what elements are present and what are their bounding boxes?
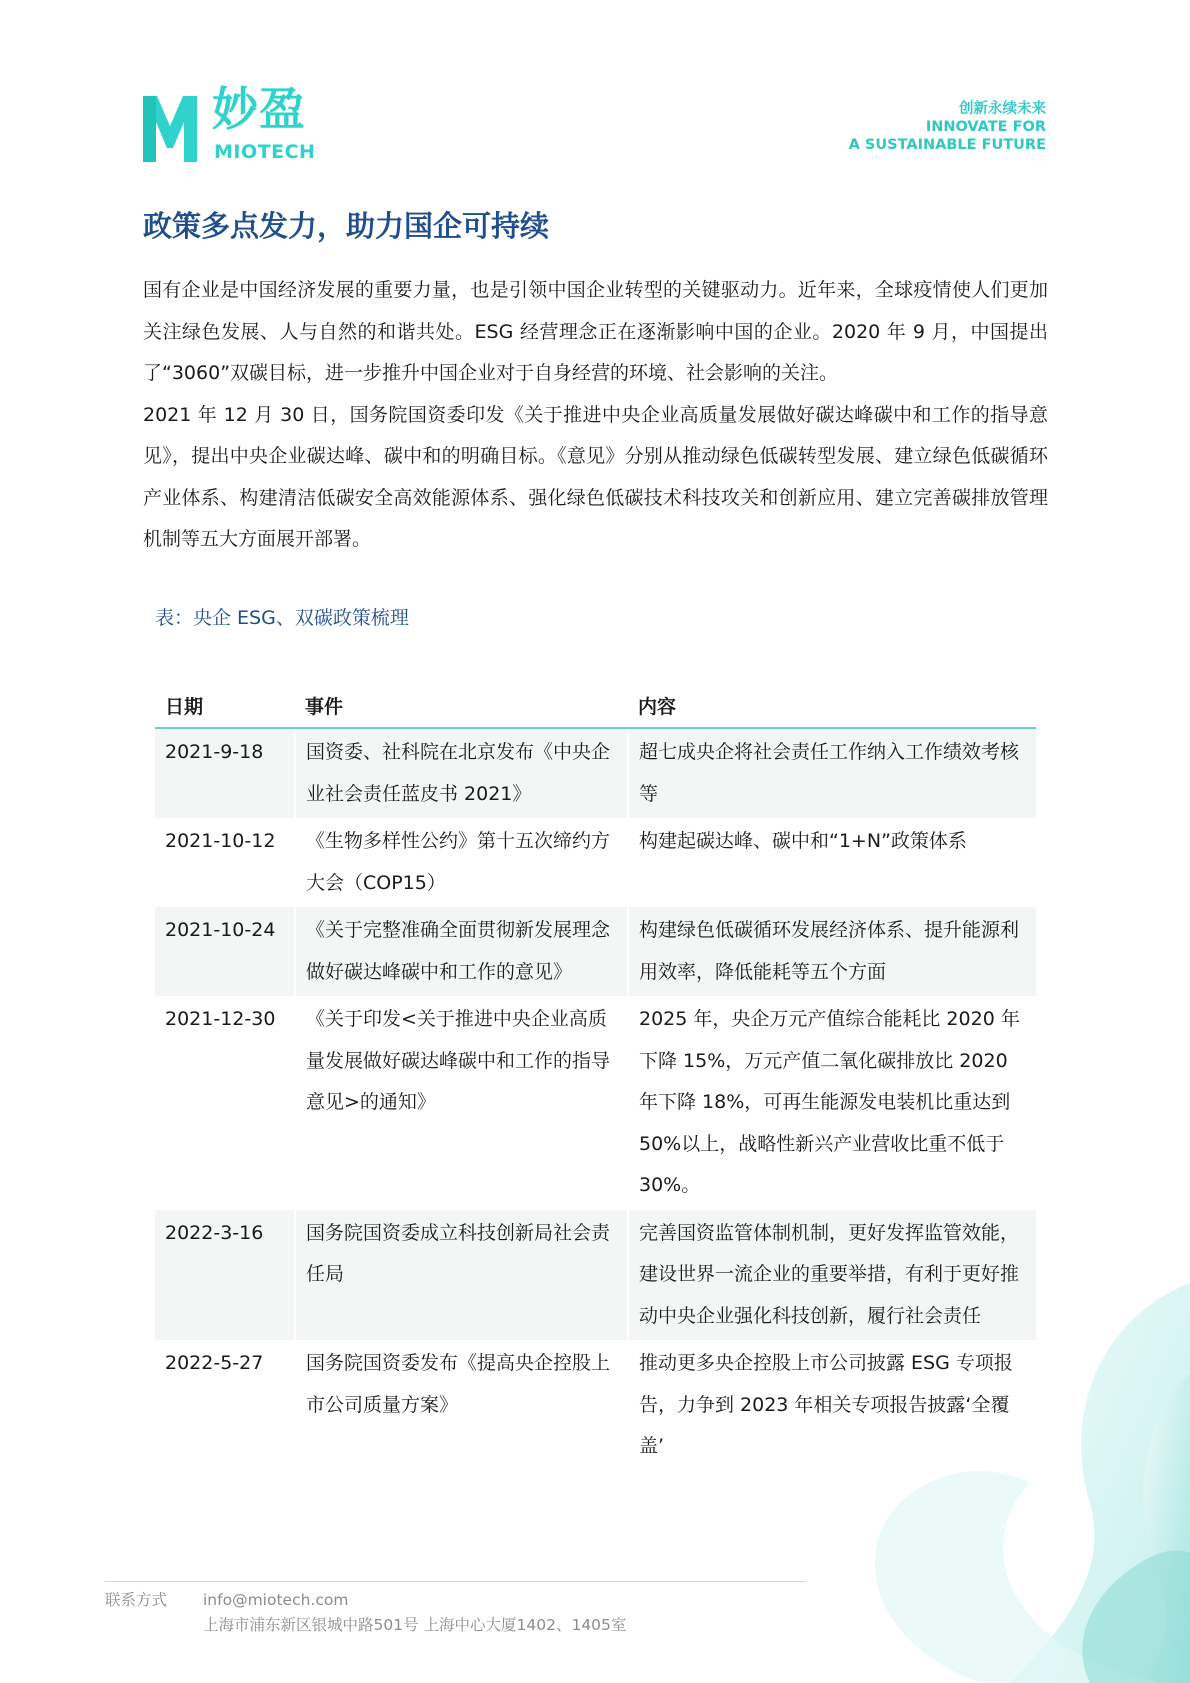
table-row: [155, 907, 1036, 996]
brand-name-en: MIOTECH: [214, 141, 316, 163]
slogan-cn: 创新永续未来: [959, 101, 1046, 117]
table-row: [155, 818, 1036, 907]
cell-content: 构建起碳达峰、碳中和“1+N”政策体系: [628, 818, 1036, 907]
cell-content: 推动更多央企控股上市公司披露 ESG 专项报告，力争到 2023 年相关专项报告披露‘全覆盖’: [628, 1340, 1036, 1471]
cell-event: 《生物多样性公约》第十五次缔约方大会（COP15）: [295, 818, 628, 907]
cell-content: 超七成央企将社会责任工作纳入工作绩效考核等: [628, 728, 1036, 818]
cell-content: 2025 年，央企万元产值综合能耗比 2020 年下降 15%，万元产值二氧化碳排放比 2020 年下降 18%，可再生能源发电装机比重达到 50%以上，战略性新兴产业营收比重不低于 30%。: [628, 996, 1036, 1210]
cell-event: 国务院国资委发布《提高央企控股上市公司质量方案》: [295, 1340, 628, 1471]
slogan: [849, 100, 1046, 154]
contact-address: 上海市浦东新区银城中路501号 上海中心大厦1402、1405室: [203, 1616, 627, 1634]
table-row: [155, 728, 1036, 818]
footer-divider: [105, 1581, 805, 1582]
cell-date: 2022-3-16: [155, 1210, 295, 1341]
page-title: 政策多点发力，助力国企可持续: [143, 209, 550, 243]
cell-date: 2021-9-18: [155, 728, 295, 818]
cell-date: 2022-5-27: [165, 1352, 264, 1374]
table-row: [155, 996, 1036, 1210]
table-row: [155, 1340, 1036, 1471]
cell-event: 《关于完整准确全面贯彻新发展理念做好碳达峰碳中和工作的意见》: [295, 907, 628, 996]
cell-event: 国资委、社科院在北京发布《中央企业社会责任蓝皮书 2021》: [295, 728, 628, 818]
contact-label: 联系方式: [105, 1591, 168, 1609]
brand-name-cn: 妙盈: [212, 82, 306, 136]
slogan-en-line1: INNOVATE FOR: [925, 119, 1046, 135]
table-row: [155, 1210, 1036, 1341]
paragraph: 国有企业是中国经济发展的重要力量，也是引领中国企业转型的关键驱动力。近年来，全球疫情使人们更加关注绿色发展、人与自然的和谐共处。ESG 经营理念正在逐渐影响中国的企业。2020 年 9 月，中国提出了“3060”双碳目标，进一步推升中国企业对于自身经营的环境、社会影响的关注。: [143, 279, 1048, 384]
policy-table: [155, 683, 1036, 1471]
cell-content: 构建绿色低碳循环发展经济体系、提升能源利用效率，降低能耗等五个方面: [628, 907, 1036, 996]
cell-event: 国务院国资委成立科技创新局社会责任局: [295, 1210, 628, 1341]
article-body: [143, 270, 1048, 561]
header-content: 内容: [628, 683, 1036, 728]
contact-email[interactable]: info@miotech.com: [203, 1591, 349, 1609]
cell-content: 完善国资监管体制机制，更好发挥监管效能，建设世界一流企业的重要举措，有利于更好推动中央企业强化科技创新，履行社会责任: [628, 1210, 1036, 1341]
table-header-row: [155, 683, 1036, 728]
cell-date: 2021-10-24: [155, 907, 295, 996]
cell-date: 2021-12-30: [165, 1008, 276, 1030]
cell-date: 2021-10-12: [165, 830, 276, 852]
cell-event: 《关于印发<关于推进中央企业高质量发展做好碳达峰碳中和工作的指导意见>的通知》: [295, 996, 628, 1210]
header-date: 日期: [155, 683, 295, 728]
header-event: 事件: [295, 683, 628, 728]
slogan-en-line2: A SUSTAINABLE FUTURE: [848, 137, 1046, 153]
table-caption: 表：央企 ESG、双碳政策梳理: [155, 607, 409, 629]
paragraph: 2021 年 12 月 30 日，国务院国资委印发《关于推进中央企业高质量发展做好碳达峰碳中和工作的指导意见》，提出中央企业碳达峰、碳中和的明确目标。《意见》分别从推动绿色低碳转型发展、建立绿色低碳循环产业体系、构建清洁低碳安全高效能源体系、强化绿色低碳技术科技攻关和创新应用、建立完善碳排放管理机制等五大方面展开部署。: [143, 403, 1048, 550]
